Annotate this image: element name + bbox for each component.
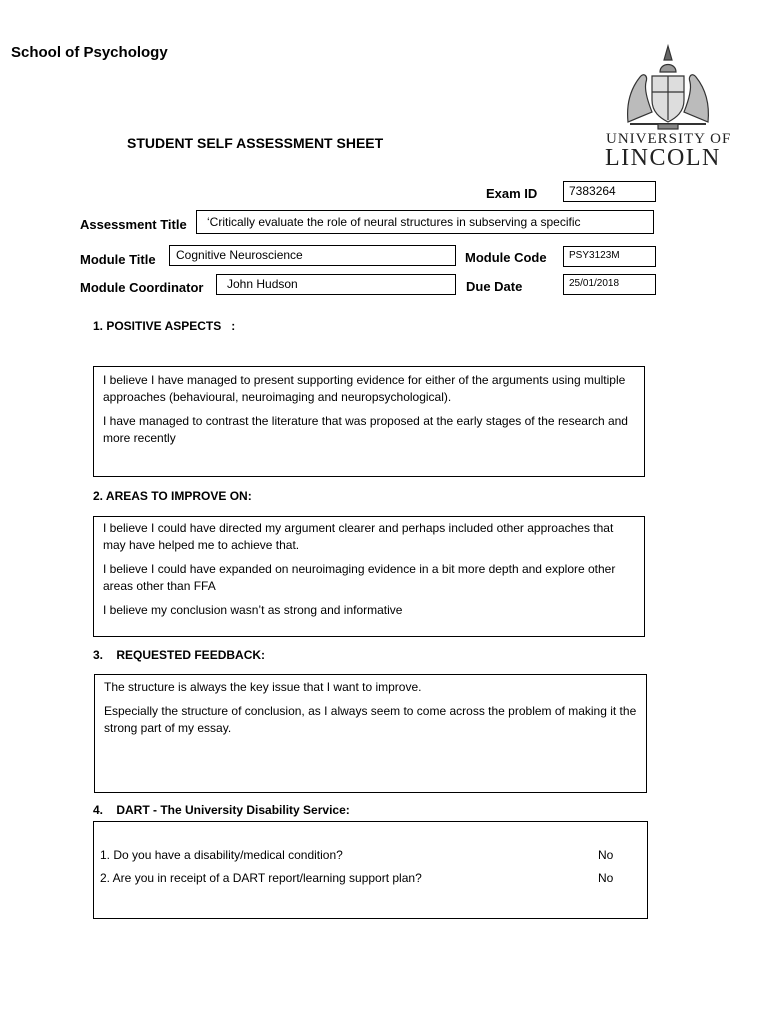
improve-paragraph: I believe I could have directed my argument clearer and perhaps included other approaches that may have helped me to achieve that.: [103, 521, 614, 552]
improve-paragraph: I believe I could have expanded on neuroimaging evidence in a bit more depth and explore other areas other than FFA: [103, 562, 616, 593]
university-name-line1: UNIVERSITY OF: [606, 131, 732, 147]
positive-paragraph: I believe I have managed to present supporting evidence for either of the arguments using multiple approaches (behavioural, neuroimaging and neuropsychological).: [103, 373, 626, 404]
university-crest-icon: [618, 42, 718, 132]
module-coordinator-value: John Hudson: [227, 277, 298, 291]
assessment-title-field[interactable]: [196, 210, 654, 234]
requested-feedback-box[interactable]: [94, 674, 647, 793]
module-code-label: Module Code: [465, 250, 547, 265]
sheet-title: STUDENT SELF ASSESSMENT SHEET: [127, 135, 384, 151]
requested-feedback-heading: 3. REQUESTED FEEDBACK:: [93, 648, 266, 662]
areas-to-improve-box[interactable]: [93, 516, 645, 637]
dart-question-2: 2. Are you in receipt of a DART report/learning support plan?: [100, 871, 422, 885]
exam-id-label: Exam ID: [486, 186, 538, 201]
due-date-value: 25/01/2018: [569, 278, 620, 289]
positive-aspects-box[interactable]: [93, 366, 645, 477]
positive-paragraph: I have managed to contrast the literature that was proposed at the early stages of the research and more recently: [103, 414, 628, 445]
positive-aspects-heading: 1. POSITIVE ASPECTS :: [93, 319, 236, 333]
dart-heading: 4. DART - The University Disability Service:: [93, 803, 350, 817]
dart-answer-1[interactable]: No: [598, 848, 614, 862]
dart-answer-2[interactable]: No: [598, 871, 614, 885]
module-coordinator-field[interactable]: [216, 274, 456, 295]
module-code-value: PSY3123M: [569, 250, 620, 261]
assessment-title-value: ‘Critically evaluate the role of neural structures in subserving a specific: [207, 215, 581, 229]
dart-box: [93, 821, 648, 919]
module-title-value: Cognitive Neuroscience: [176, 248, 303, 262]
due-date-field[interactable]: [563, 274, 656, 295]
feedback-paragraph: The structure is always the key issue that I want to improve.: [104, 680, 422, 694]
dart-question-1: 1. Do you have a disability/medical condition?: [100, 848, 343, 862]
university-name-line2: LINCOLN: [605, 145, 721, 171]
exam-id-field[interactable]: [563, 181, 656, 202]
exam-id-value: 7383264: [569, 184, 616, 198]
areas-to-improve-heading: 2. AREAS TO IMPROVE ON:: [93, 489, 252, 503]
module-title-field[interactable]: [169, 245, 456, 266]
module-title-label: Module Title: [80, 252, 156, 267]
module-code-field[interactable]: [563, 246, 656, 267]
due-date-label: Due Date: [466, 279, 523, 294]
improve-paragraph: I believe my conclusion wasn’t as strong and informative: [103, 603, 403, 617]
school-name: School of Psychology: [11, 44, 168, 61]
feedback-paragraph: Especially the structure of conclusion, as I always seem to come across the problem of making it the strong part of my essay.: [104, 704, 637, 735]
module-coordinator-label: Module Coordinator: [80, 280, 204, 295]
assessment-title-label: Assessment Title: [80, 217, 187, 232]
